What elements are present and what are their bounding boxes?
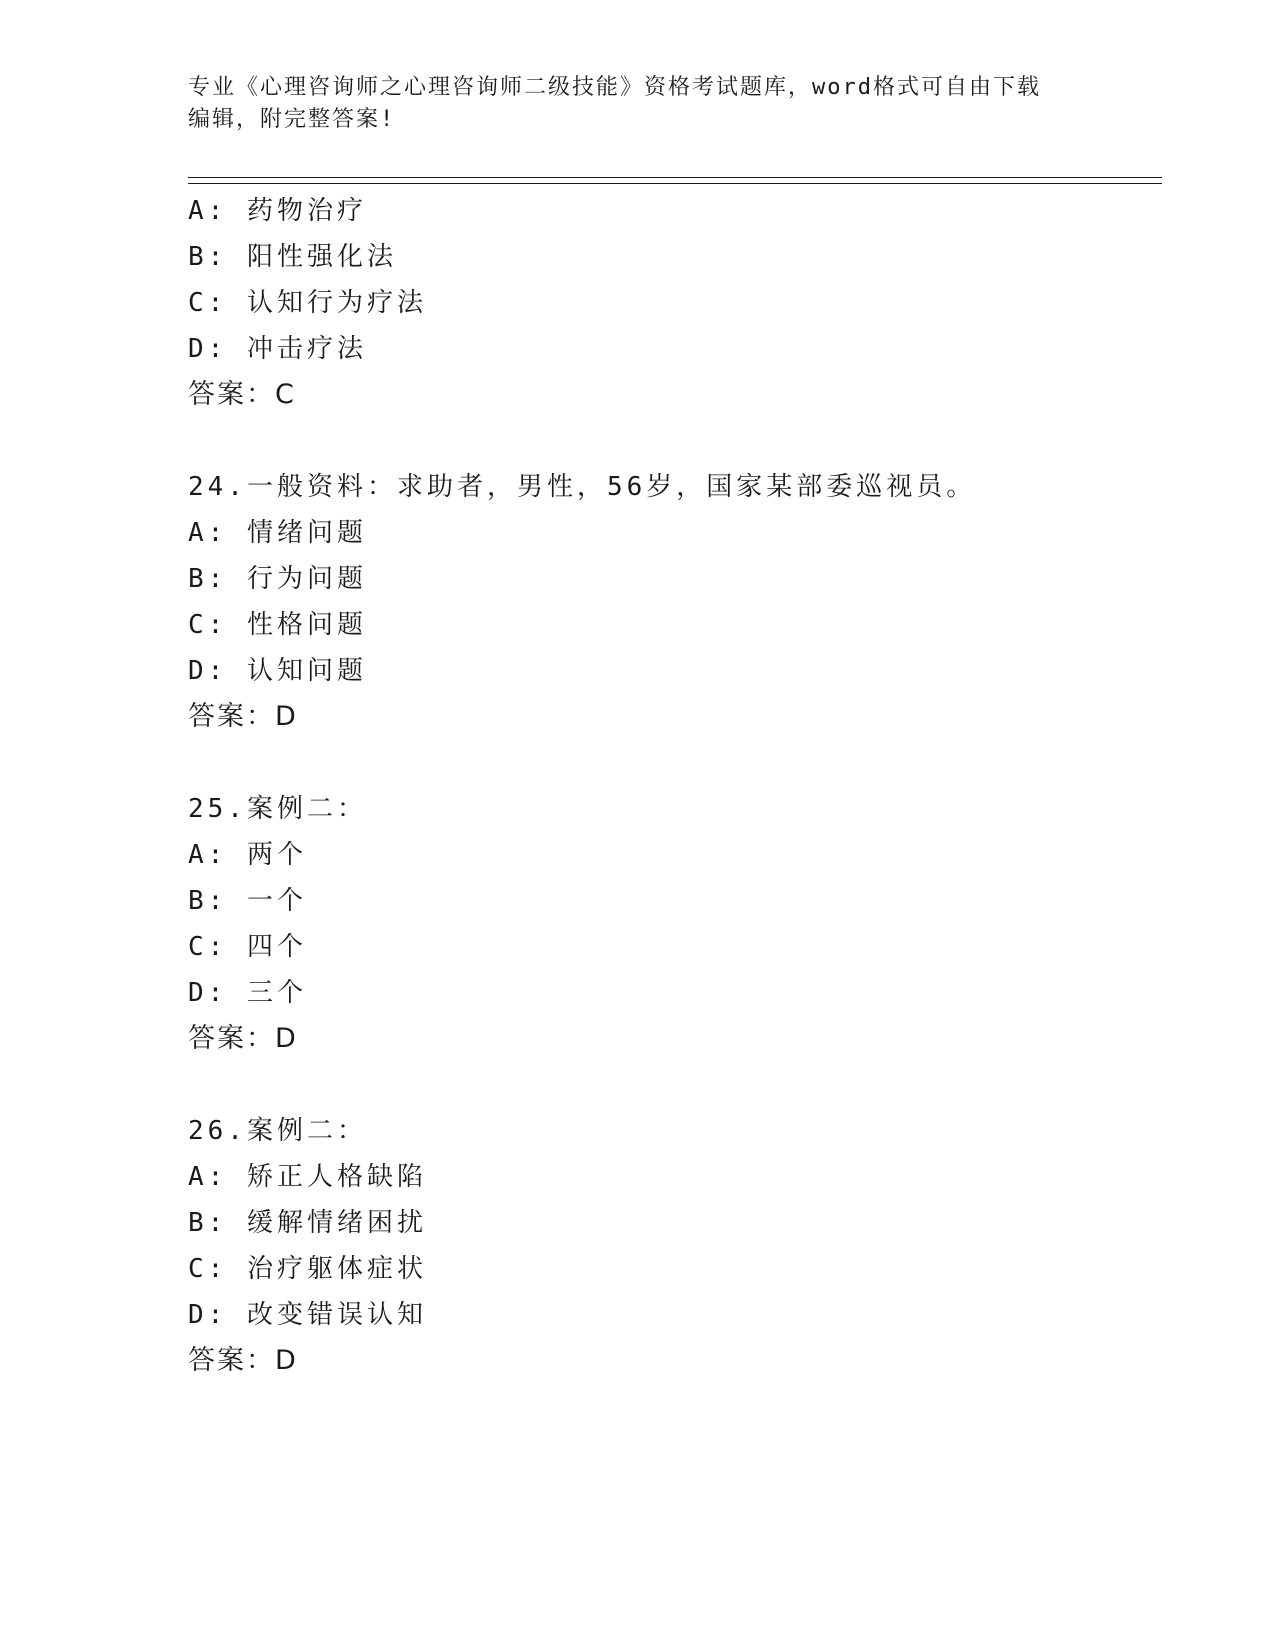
option-a: A: 情绪问题 — [188, 518, 367, 548]
option-b: B: 行为问题 — [188, 564, 367, 594]
answer: 答案：D — [188, 1345, 298, 1376]
option-b: B: 缓解情绪困扰 — [188, 1208, 427, 1238]
option-b: B: 阳性强化法 — [188, 242, 397, 272]
option-d: D: 冲击疗法 — [188, 334, 367, 364]
option-a: A: 两个 — [188, 840, 307, 870]
question-26 — [188, 1108, 1162, 1384]
option-d: D: 改变错误认知 — [188, 1300, 427, 1330]
option-b: B: 一个 — [188, 886, 307, 916]
option-c: C: 四个 — [188, 932, 307, 962]
option-a: A: 药物治疗 — [188, 196, 367, 226]
question-25 — [188, 786, 1162, 1062]
question-stem: 24.一般资料：求助者，男性，56岁，国家某部委巡视员。 — [188, 472, 977, 502]
header-line-1: 专业《心理咨询师之心理咨询师二级技能》资格考试题库，word格式可自由下载 — [188, 75, 1041, 100]
option-a: A: 矫正人格缺陷 — [188, 1162, 427, 1192]
option-d: D: 认知问题 — [188, 656, 367, 686]
document-header — [188, 72, 1088, 136]
question-stem: 26.案例二： — [188, 1116, 367, 1146]
header-divider-bottom — [188, 183, 1162, 184]
header-divider-top — [188, 177, 1162, 178]
answer: 答案：D — [188, 701, 298, 732]
question-23 — [188, 188, 1162, 418]
option-c: C: 治疗躯体症状 — [188, 1254, 427, 1284]
answer: 答案：C — [188, 379, 296, 410]
option-d: D: 三个 — [188, 978, 307, 1008]
question-list — [188, 188, 1162, 1384]
question-24 — [188, 464, 1162, 740]
answer: 答案：D — [188, 1023, 298, 1054]
header-line-2: 编辑，附完整答案! — [188, 107, 396, 132]
option-c: C: 认知行为疗法 — [188, 288, 427, 318]
option-c: C: 性格问题 — [188, 610, 367, 640]
question-stem: 25.案例二： — [188, 794, 367, 824]
